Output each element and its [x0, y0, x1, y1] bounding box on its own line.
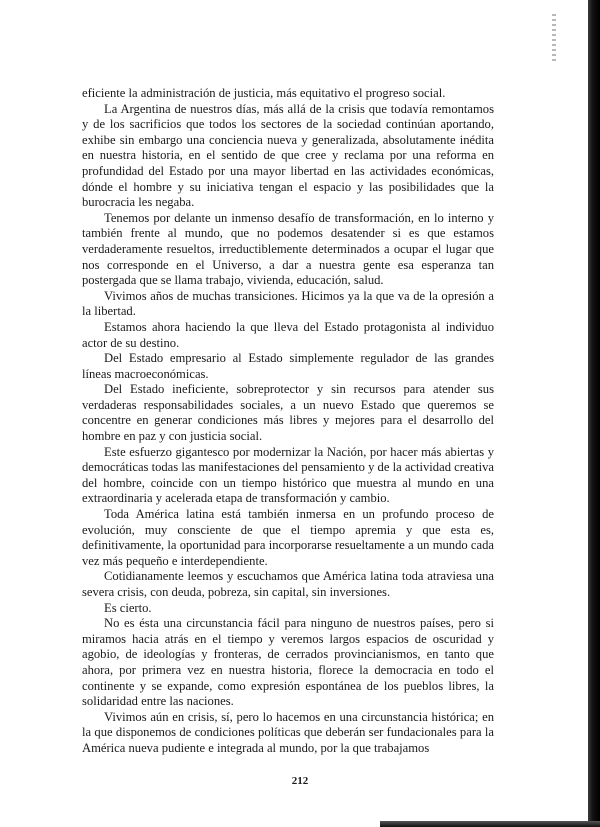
paragraph: Toda América latina está también inmersa en un profundo proceso de evolución, muy consciente de que el tiempo apremia y que esta es, definitivamente, la oportunidad para incorporarse resueltamente a un mundo cada vez más pequeño e interdependiente. [82, 507, 494, 568]
page-edge-shadow-bottom [380, 821, 600, 827]
paragraph: Tenemos por delante un inmenso desafío de transformación, en lo interno y también frente al mundo, que no podemos desatender si es que estamos verdaderamente resueltos, irreductiblemente determinados a ocupar el lugar que nos corresponde en el Universo, a dar a nuestra gente esa esperanza tan postergada que se llama trabajo, vivienda, educación, salud. [82, 210, 494, 288]
paragraph: Estamos ahora haciendo la que lleva del Estado protagonista al individuo actor de su destino. [82, 319, 494, 350]
paragraph: Es cierto. [104, 600, 152, 615]
paragraph: Cotidianamente leemos y escuchamos que América latina toda atraviesa una severa crisis, con deuda, pobreza, sin capital, sin inversiones. [82, 569, 494, 599]
page-number: 212 [291, 775, 309, 787]
paragraph: Vivimos años de muchas transiciones. Hicimos ya la que va de la opresión a la libertad. [82, 288, 494, 319]
paragraph: Del Estado empresario al Estado simplemente regulador de las grandes líneas macroeconómicas. [82, 351, 494, 381]
paragraph: Este esfuerzo gigantesco por modernizar la Nación, por hacer más abiertas y democráticas todas las manifestaciones del pensamiento y de la actividad creativa del hombre, coincide con un tiempo histórico que muestra al mundo en una extraordinaria y acelerada etapa de transformación y cambio. [82, 444, 494, 506]
paragraph: No es ésta una circunstancia fácil para ninguno de nuestros países, pero si miramos hacia atrás en el tiempo y veremos largos espacios de oscuridad y agobio, de ideologías y fronteras, de cerrados provincianismos, en tanto que ahora, por primera vez en nuestra historia, florece la democracia en todo el continente y se expande, como expresión espontánea de los pueblos libres, la solidaridad entre las naciones. [82, 616, 494, 709]
page-edge-shadow [588, 0, 600, 827]
paragraph: Del Estado ineficiente, sobreprotector y sin recursos para atender sus verdaderas responsabilidades sociales, a un nuevo Estado que queremos se concentre en generar condiciones más libres y mejores para el desarrollo del hombre en paz y con justicia social. [82, 382, 494, 444]
paragraph: La Argentina de nuestros días, más allá de la crisis que todavía remontamos y de los sacrificios que todos los sectores de la sociedad continúan aportando, exhibe sin embargo una conciencia nueva y generalizada, absolutamente inédita en nuestra historia, en el sentido de que cree y reclama por una reforma en profundidad del Estado por una mayor libertad en las actividades económicas, dónde el hombre y su iniciativa tengan el espacio y las posibilidades que la burocracia les negaba. [82, 101, 494, 210]
body-text [82, 86, 494, 757]
scan-artifact [552, 14, 556, 64]
paragraph: Vivimos aún en crisis, sí, pero lo hacemos en una circunstancia histórica; en la que disponemos de condiciones políticas que deberán ser fundacionales para la América nueva pudiente e integrada al mundo, por la que trabajamos [82, 709, 494, 755]
paragraph: eficiente la administración de justicia, más equitativo el progreso social. [82, 86, 446, 100]
